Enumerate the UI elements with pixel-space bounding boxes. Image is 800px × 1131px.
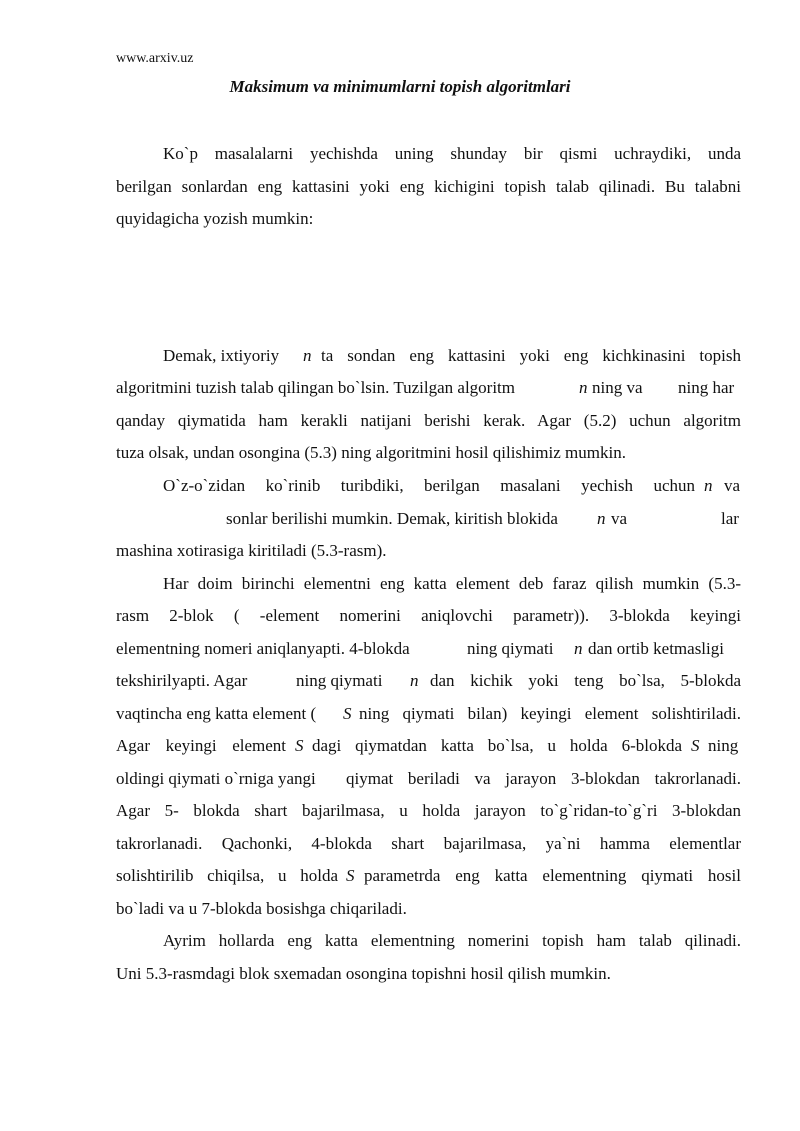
p3-line-2a: sonlar berilishi mumkin. Demak, kiritish blokida [226,509,558,528]
p3-line-2c: lar [721,509,739,528]
var-n: n [579,378,588,397]
var-s: S [343,704,352,723]
p4-line-10a: solishtirilib chiqilsa, u holda [116,866,338,885]
p3-line-1b: va [724,476,741,495]
p4-line-2: rasm 2-blok ( -element nomerini aniqlovchi parametr)). 3-blokda keyingi [116,606,741,625]
page-title: Maksimum va minimumlarni topish algoritmlari [229,77,571,96]
p5-line-2: Uni 5.3-rasmdagi blok sxemadan osongina topishni hosil qilish mumkin. [116,964,611,983]
p5-line-1: Ayrim hollarda eng katta elementning nomerini topish ham talab qilinadi. [163,931,741,950]
p4-line-9: takrorlanadi. Qachonki, 4-blokda shart bajarilmasa, ya`ni hamma elementlar [116,834,741,853]
p3-line-2b: va [611,509,628,528]
p3-line-1a: O`z-o`zidan ko`rinib turibdiki, berilgan masalani yechish uchun [163,476,695,495]
p4-line-3a: elementning nomeri aniqlanyapti. 4-blokda [116,639,410,658]
p4-line-3c: dan ortib ketmasligi [588,639,724,658]
var-n: n [574,639,583,658]
p4-line-7a: oldingi qiymati o`rniga yangi [116,769,316,788]
p2-line-1a: Demak, ixtiyoriy [163,346,280,365]
var-s: S [346,866,355,885]
var-n: n [704,476,713,495]
p4-line-8: Agar 5- blokda shart bajarilmasa, u holda jarayon to`g`ridan-to`g`ri 3-blokdan [116,801,741,820]
p4-line-6c: ning [708,736,739,755]
var-n: n [597,509,606,528]
var-s: S [691,736,700,755]
p4-line-10b: parametrda eng katta elementning qiymati hosil [364,866,741,885]
p3-line-3: mashina xotirasiga kiritiladi (5.3-rasm). [116,541,387,560]
p2-line-4: tuza olsak, undan osongina (5.3) ning algoritmini hosil qilishimiz mumkin. [116,443,626,462]
p4-line-4a: tekshirilyapti. Agar [116,671,248,690]
p4-line-5a: vaqtincha eng katta element ( [116,704,317,723]
p2-line-3: qanday qiymatida ham kerakli natijani berishi kerak. Agar (5.2) uchun algoritm [116,411,741,430]
p4-line-5b: ning qiymati bilan) keyingi element solishtiriladi. [359,704,741,723]
p4-line-11: bo`ladi va u 7-blokda bosishga chiqariladi. [116,899,407,918]
p1-line-2: berilgan sonlardan eng kattasini yoki eng kichigini topish talab qilinadi. Bu talabni [116,177,741,196]
p4-line-3b: ning qiymati [467,639,554,658]
p2-line-1b: ta sondan eng kattasini yoki eng kichkinasini topish [321,346,741,365]
p2-line-2a: algoritmini tuzish talab qilingan bo`lsin. Tuzilgan algoritm [116,378,515,397]
p2-line-2b: ning va [592,378,643,397]
p4-line-6a: Agar keyingi element [116,736,286,755]
p4-line-4c: dan kichik yoki teng bo`lsa, 5-blokda [430,671,741,690]
p4-line-6b: dagi qiymatdan katta bo`lsa, u holda 6-blokda [312,736,682,755]
p2-line-2c: ning har [678,378,735,397]
site-header: www.arxiv.uz [116,51,194,66]
var-n: n [410,671,419,690]
p1-line-1: Ko`p masalalarni yechishda uning shunday bir qismi uchraydiki, unda [163,144,741,163]
p1-line-3: quyidagicha yozish mumkin: [116,209,314,228]
p4-line-1: Har doim birinchi elementni eng katta element deb faraz qilish mumkin (5.3- [163,574,741,593]
p4-line-4b: ning qiymati [296,671,383,690]
var-s: S [295,736,304,755]
p4-line-7b: qiymat beriladi va jarayon 3-blokdan takrorlanadi. [346,769,741,788]
var-n: n [303,346,312,365]
